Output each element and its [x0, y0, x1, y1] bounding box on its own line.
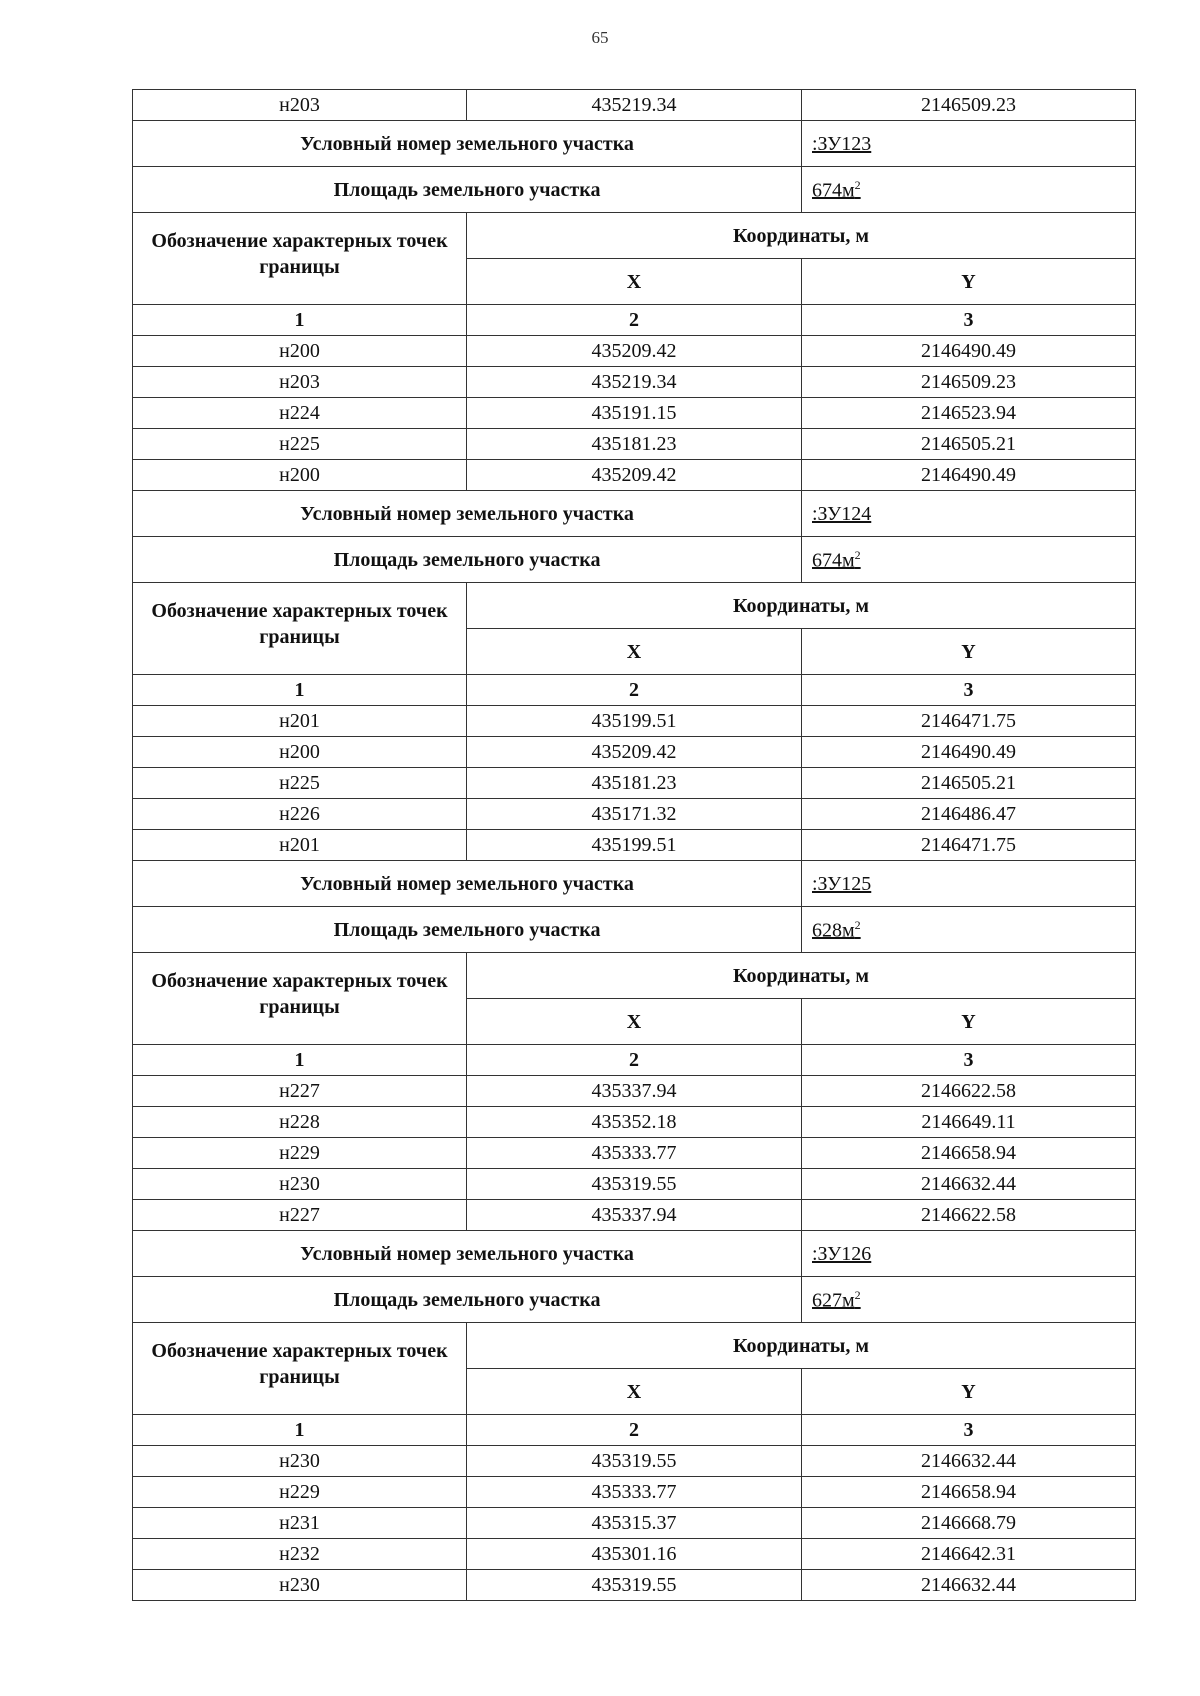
parcel-area-unit-exponent: 2	[854, 917, 861, 932]
parcel-number-label: Условный номер земельного участка	[133, 1231, 802, 1277]
column-index-cell: 2	[467, 675, 802, 706]
y-coordinate-cell: 2146505.21	[802, 768, 1136, 799]
x-coordinate-cell: 435181.23	[467, 429, 802, 460]
coordinates-header-row	[133, 213, 1136, 259]
x-coordinate-cell: 435333.77	[467, 1138, 802, 1169]
point-id-cell: н203	[133, 90, 467, 121]
point-id-cell: н201	[133, 706, 467, 737]
y-coordinate-cell: 2146658.94	[802, 1477, 1136, 1508]
point-designation-header: Обозначение характерных точек границы	[133, 583, 467, 675]
coordinates-header-row	[133, 1323, 1136, 1369]
table-row	[133, 90, 1136, 121]
table-row	[133, 1539, 1136, 1570]
parcel-area-number: 674	[812, 179, 842, 202]
y-coordinate-cell: 2146490.49	[802, 737, 1136, 768]
point-id-cell: н225	[133, 429, 467, 460]
parcel-area-value	[802, 907, 1136, 953]
column-index-cell: 1	[133, 1415, 467, 1446]
column-index-cell: 3	[802, 1415, 1136, 1446]
y-coordinate-cell: 2146658.94	[802, 1138, 1136, 1169]
column-index-cell: 3	[802, 675, 1136, 706]
point-id-cell: н230	[133, 1169, 467, 1200]
x-coordinate-cell: 435209.42	[467, 737, 802, 768]
point-id-cell: н229	[133, 1477, 467, 1508]
parcel-number-row	[133, 491, 1136, 537]
axis-x-header: X	[467, 629, 802, 675]
y-coordinate-cell: 2146509.23	[802, 90, 1136, 121]
parcel-area-row	[133, 1277, 1136, 1323]
column-index-cell: 1	[133, 1045, 467, 1076]
point-id-cell: н227	[133, 1200, 467, 1231]
table-row	[133, 1138, 1136, 1169]
y-coordinate-cell: 2146490.49	[802, 460, 1136, 491]
point-id-cell: н224	[133, 398, 467, 429]
table-row	[133, 460, 1136, 491]
x-coordinate-cell: 435219.34	[467, 90, 802, 121]
parcel-number-value: :ЗУ125	[802, 861, 1136, 907]
x-coordinate-cell: 435219.34	[467, 367, 802, 398]
y-coordinate-cell: 2146632.44	[802, 1570, 1136, 1601]
parcel-area-label: Площадь земельного участка	[133, 537, 802, 583]
parcel-area-label: Площадь земельного участка	[133, 1277, 802, 1323]
x-coordinate-cell: 435319.55	[467, 1169, 802, 1200]
table-row	[133, 799, 1136, 830]
parcel-area-unit-exponent: 2	[854, 1287, 861, 1302]
point-id-cell: н232	[133, 1539, 467, 1570]
point-id-cell: н201	[133, 830, 467, 861]
y-coordinate-cell: 2146505.21	[802, 429, 1136, 460]
parcel-area-unit: м	[842, 1289, 855, 1312]
point-id-cell: н228	[133, 1107, 467, 1138]
parcel-area-value	[802, 537, 1136, 583]
y-coordinate-cell: 2146509.23	[802, 367, 1136, 398]
axis-y-header: Y	[802, 1369, 1136, 1415]
x-coordinate-cell: 435209.42	[467, 336, 802, 367]
y-coordinate-cell: 2146668.79	[802, 1508, 1136, 1539]
parcel-area-unit-exponent: 2	[854, 547, 861, 562]
axis-y-header: Y	[802, 999, 1136, 1045]
table-row	[133, 1076, 1136, 1107]
x-coordinate-cell: 435181.23	[467, 768, 802, 799]
point-id-cell: н229	[133, 1138, 467, 1169]
parcel-area-row	[133, 167, 1136, 213]
parcel-area-unit: м	[842, 179, 855, 202]
point-id-cell: н231	[133, 1508, 467, 1539]
column-index-cell: 3	[802, 1045, 1136, 1076]
parcel-area-value	[802, 1277, 1136, 1323]
column-index-cell: 2	[467, 1415, 802, 1446]
y-coordinate-cell: 2146471.75	[802, 830, 1136, 861]
table-row	[133, 429, 1136, 460]
column-index-row	[133, 1415, 1136, 1446]
x-coordinate-cell: 435337.94	[467, 1076, 802, 1107]
x-coordinate-cell: 435333.77	[467, 1477, 802, 1508]
point-id-cell: н200	[133, 336, 467, 367]
y-coordinate-cell: 2146471.75	[802, 706, 1136, 737]
table-row	[133, 737, 1136, 768]
x-coordinate-cell: 435199.51	[467, 830, 802, 861]
point-designation-header: Обозначение характерных точек границы	[133, 213, 467, 305]
parcel-number-label: Условный номер земельного участка	[133, 121, 802, 167]
coordinates-header-row	[133, 583, 1136, 629]
x-coordinate-cell: 435171.32	[467, 799, 802, 830]
point-designation-header: Обозначение характерных точек границы	[133, 1323, 467, 1415]
y-coordinate-cell: 2146649.11	[802, 1107, 1136, 1138]
table-row	[133, 830, 1136, 861]
point-id-cell: н200	[133, 460, 467, 491]
point-id-cell: н226	[133, 799, 467, 830]
column-index-row	[133, 1045, 1136, 1076]
parcel-number-value: :ЗУ124	[802, 491, 1136, 537]
parcel-area-unit: м	[842, 919, 855, 942]
x-coordinate-cell: 435199.51	[467, 706, 802, 737]
table-row	[133, 1200, 1136, 1231]
parcel-area-unit-exponent: 2	[854, 177, 861, 192]
table-row	[133, 1508, 1136, 1539]
table-row	[133, 1570, 1136, 1601]
parcel-area-label: Площадь земельного участка	[133, 907, 802, 953]
parcel-area-label: Площадь земельного участка	[133, 167, 802, 213]
y-coordinate-cell: 2146632.44	[802, 1169, 1136, 1200]
y-coordinate-cell: 2146632.44	[802, 1446, 1136, 1477]
parcel-number-label: Условный номер земельного участка	[133, 861, 802, 907]
point-designation-header: Обозначение характерных точек границы	[133, 953, 467, 1045]
x-coordinate-cell: 435352.18	[467, 1107, 802, 1138]
y-coordinate-cell: 2146622.58	[802, 1200, 1136, 1231]
parcel-number-value: :ЗУ126	[802, 1231, 1136, 1277]
parcel-area-unit: м	[842, 549, 855, 572]
axis-x-header: X	[467, 1369, 802, 1415]
axis-x-header: X	[467, 999, 802, 1045]
parcel-area-number: 674	[812, 549, 842, 572]
x-coordinate-cell: 435319.55	[467, 1446, 802, 1477]
table-row	[133, 367, 1136, 398]
coordinates-title: Координаты, м	[467, 583, 1136, 629]
table-row	[133, 1107, 1136, 1138]
column-index-cell: 1	[133, 305, 467, 336]
x-coordinate-cell: 435191.15	[467, 398, 802, 429]
y-coordinate-cell: 2146486.47	[802, 799, 1136, 830]
table-row	[133, 1446, 1136, 1477]
table-row	[133, 1169, 1136, 1200]
parcel-number-row	[133, 121, 1136, 167]
table-row	[133, 336, 1136, 367]
column-index-row	[133, 675, 1136, 706]
coordinates-table	[132, 89, 1136, 1601]
coordinates-table-body	[133, 90, 1136, 1601]
parcel-number-row	[133, 861, 1136, 907]
parcel-area-row	[133, 907, 1136, 953]
parcel-area-value	[802, 167, 1136, 213]
parcel-area-row	[133, 537, 1136, 583]
column-index-cell: 2	[467, 1045, 802, 1076]
page-number: 65	[591, 28, 609, 47]
x-coordinate-cell: 435319.55	[467, 1570, 802, 1601]
column-index-cell: 2	[467, 305, 802, 336]
parcel-area-number: 628	[812, 919, 842, 942]
point-id-cell: н225	[133, 768, 467, 799]
point-id-cell: н230	[133, 1570, 467, 1601]
point-id-cell: н230	[133, 1446, 467, 1477]
y-coordinate-cell: 2146523.94	[802, 398, 1136, 429]
table-row	[133, 768, 1136, 799]
column-index-row	[133, 305, 1136, 336]
point-id-cell: н203	[133, 367, 467, 398]
x-coordinate-cell: 435209.42	[467, 460, 802, 491]
point-id-cell: н200	[133, 737, 467, 768]
parcel-number-label: Условный номер земельного участка	[133, 491, 802, 537]
parcel-area-number: 627	[812, 1289, 842, 1312]
axis-y-header: Y	[802, 629, 1136, 675]
table-row	[133, 398, 1136, 429]
parcel-number-row	[133, 1231, 1136, 1277]
x-coordinate-cell: 435301.16	[467, 1539, 802, 1570]
column-index-cell: 3	[802, 305, 1136, 336]
parcel-number-value: :ЗУ123	[802, 121, 1136, 167]
axis-y-header: Y	[802, 259, 1136, 305]
y-coordinate-cell: 2146490.49	[802, 336, 1136, 367]
x-coordinate-cell: 435337.94	[467, 1200, 802, 1231]
axis-x-header: X	[467, 259, 802, 305]
coordinates-title: Координаты, м	[467, 213, 1136, 259]
coordinates-title: Координаты, м	[467, 1323, 1136, 1369]
column-index-cell: 1	[133, 675, 467, 706]
x-coordinate-cell: 435315.37	[467, 1508, 802, 1539]
table-row	[133, 1477, 1136, 1508]
table-row	[133, 706, 1136, 737]
point-id-cell: н227	[133, 1076, 467, 1107]
y-coordinate-cell: 2146622.58	[802, 1076, 1136, 1107]
coordinates-title: Координаты, м	[467, 953, 1136, 999]
coordinates-header-row	[133, 953, 1136, 999]
y-coordinate-cell: 2146642.31	[802, 1539, 1136, 1570]
